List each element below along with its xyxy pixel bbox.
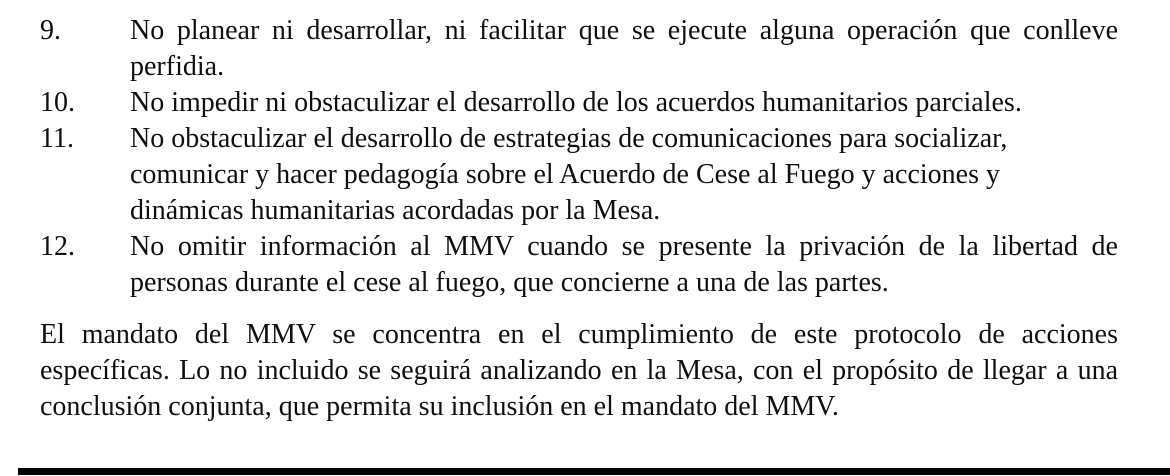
numbered-list	[40, 13, 1118, 301]
item-number: 12.	[40, 231, 75, 262]
text-line: No omitir información al MMV cuando se presente la privación de la libertad de	[130, 231, 1118, 262]
item-number: 10.	[40, 87, 75, 118]
document-content	[40, 13, 1118, 425]
item-number: 9.	[40, 15, 61, 46]
text-line: El mandato del MMV se concentra en el cumplimiento de este protocolo de acciones	[40, 319, 1118, 350]
item-text	[130, 229, 1118, 301]
text-line: No impedir ni obstaculizar el desarrollo de los acuerdos humanitarios parciales.	[130, 87, 1022, 118]
text-line: comunicar y hacer pedagogía sobre el Acuerdo de Cese al Fuego y acciones y	[130, 159, 1000, 190]
text-line: No obstaculizar el desarrollo de estrategias de comunicaciones para socializar,	[130, 123, 1008, 154]
list-item	[40, 85, 1118, 121]
item-text	[130, 121, 1118, 229]
text-line: No planear ni desarrollar, ni facilitar que se ejecute alguna operación que conlleve	[130, 15, 1118, 46]
text-line: específicas. Lo no incluido se seguirá analizando en la Mesa, con el propósito de llegar a una	[40, 355, 1118, 386]
text-line: dinámicas humanitarias acordadas por la Mesa.	[130, 195, 661, 226]
item-text	[130, 13, 1118, 85]
list-item	[40, 121, 1118, 229]
list-item	[40, 229, 1118, 301]
closing-paragraph	[40, 317, 1118, 425]
text-line: personas durante el cese al fuego, que concierne a una de las partes.	[130, 267, 889, 298]
list-item	[40, 13, 1118, 85]
text-line: conclusión conjunta, que permita su inclusión en el mandato del MMV.	[40, 391, 839, 422]
item-text	[130, 85, 1118, 121]
text-line: perfidia.	[130, 51, 225, 82]
footer-divider-bar	[18, 468, 1170, 475]
item-number: 11.	[40, 123, 74, 154]
